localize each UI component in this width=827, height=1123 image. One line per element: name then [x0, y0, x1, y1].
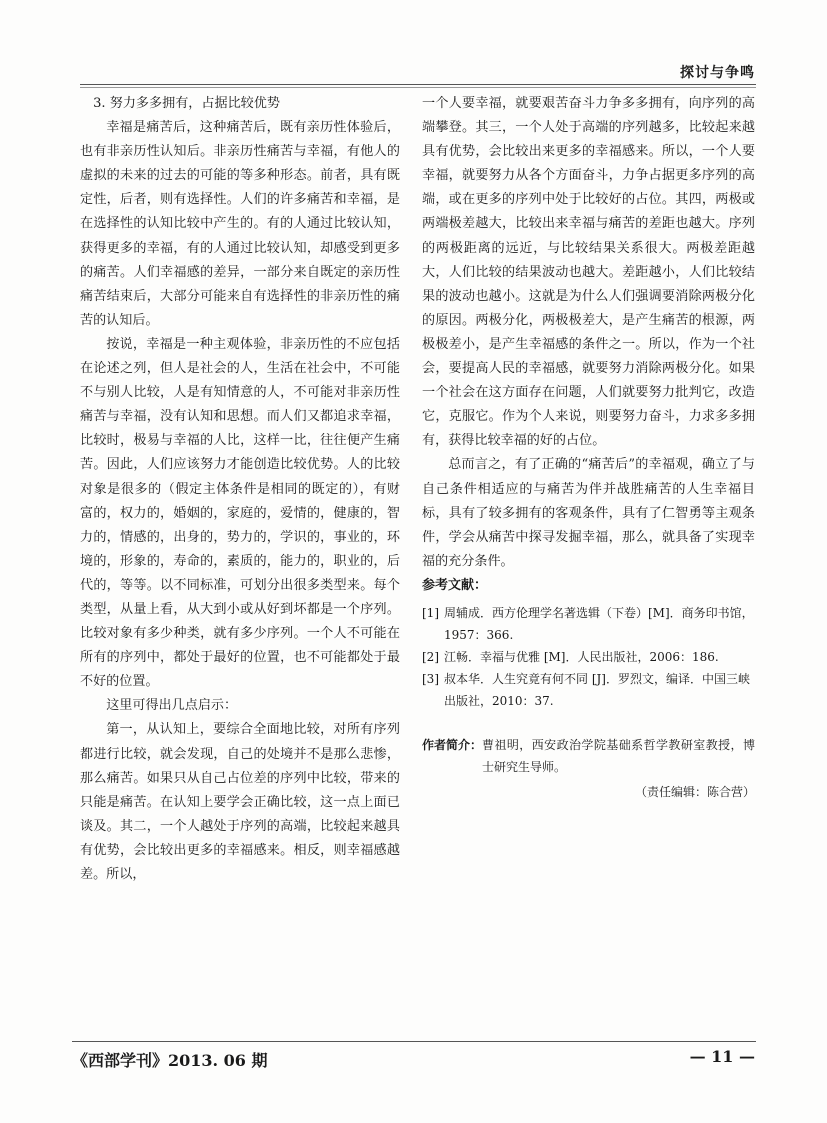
right-column	[422, 92, 755, 804]
reference-number: [3]	[422, 671, 439, 686]
page-number: — 11 —	[689, 1047, 755, 1066]
header-rule	[80, 84, 756, 85]
reference-number: [2]	[422, 649, 439, 664]
reference-item	[422, 602, 755, 646]
reference-item	[422, 668, 755, 712]
journal-name: 《西部学刊》2013. 06 期	[72, 1051, 268, 1070]
paragraph: 一个人要幸福，就要艰苦奋斗力争多多拥有，向序列的高端攀登。其三，一个人处于高端的序列越多，比较起来越具有优势，会比较出来更多的幸福感来。所以，一个人要幸福，就要努力从各个方面奋斗，力争占据更多序列的高端，或在更多的序列中处于比较好的占位。其四，两极或两端极差越大，比较出来幸福与痛苦的差距也越大。序列的两极距离的远近，与比较结果关系很大。两极差距越大，人们比较的结果波动也越大。差距越小，人们比较结果的波动也越小。这就是为什么人们强调要消除两极分化的原因。两极分化，两极极差大，是产生痛苦的根源，两极极差小，是产生幸福感的条件之一。所以，作为一个社会，要提高人民的幸福感，就要努力消除两极分化。如果一个社会在这方面存在问题，人们就要努力批判它，改造它，克服它。作为个人来说，则要努力奋斗，力求多多拥有，获得比较幸福的好的占位。	[422, 96, 755, 449]
references-title: 参考文献：	[422, 577, 488, 593]
reference-text: 叔本华．人生究竟有何不同 [J]．罗烈文，编译．中国三峡出版社，2010：37.	[444, 671, 750, 708]
reference-text: 江畅．幸福与优雅 [M]．人民出版社，2006：186.	[444, 649, 719, 664]
author-text: 曹祖明，西安政治学院基础系哲学教研室教授，博士研究生导师。	[482, 737, 755, 774]
paragraph: 按说，幸福是一种主观体验，非亲历性的不应包括在论述之列，但人是社会的人，生活在社会中，不可能不与别人比较，人是有知情意的人，不可能对非亲历性痛苦与幸福，没有认知和思想。而人们又都追求幸福，比较时，极易与幸福的人比，这样一比，往往便产生痛苦。因此，人们应该努力才能创造比较优势。人的比较对象是很多的（假定主体条件是相同的既定的），有财富的，权力的，婚姻的，家庭的，爱情的，健康的，智力的，情感的，出身的，势力的，学识的，事业的，环境的，形象的，寿命的，素质的，能力的，职业的，后代的，等等。以不同标准，可划分出很多类型来。每个类型，从量上看，从大到小或从好到坏都是一个序列。比较对象有多少种类，就有多少序列。一个人不可能在所有的序列中，都处于最好的位置，也不可能都处于最不好的位置。	[80, 336, 400, 690]
paragraph: 第一，从认知上，要综合全面地比较，对所有序列都进行比较，就会发现，自己的处境并不是那么悲惨，那么痛苦。如果只从自己占位差的序列中比较，带来的只能是痛苦。在认知上要学会正确比较，这一点上面已谈及。其二，一个人越处于序列的高端，比较起来越具有优势，会比较出更多的幸福感来。相反，则幸福感越差。所以，	[80, 722, 400, 882]
paragraph: 幸福是痛苦后，这种痛苦后，既有亲历性体验后，也有非亲历性认知后。非亲历性痛苦与幸福，有他人的虚拟的未来的过去的可能的等多种形态。前者，具有既定性，后者，则有选择性。人们的许多痛苦和幸福，是在选择性的认知比较中产生的。有的人通过比较认知，获得更多的幸福，有的人通过比较认知，却感受到更多的痛苦。人们幸福感的差异，一部分来自既定的亲历性痛苦结束后，大部分可能来自有选择性的非亲历性的痛苦的认知后。	[80, 120, 400, 328]
footer-rule	[72, 1041, 756, 1042]
section-tag: 探讨与争鸣	[680, 65, 755, 81]
reference-number: [1]	[422, 605, 439, 620]
paragraph: 总而言之，有了正确的“痛苦后”的幸福观，确立了与自己条件相适应的与痛苦为伴并战胜痛苦的人生幸福目标，具有了较多拥有的客观条件，具有了仁智勇等主观条件，学会从痛苦中探寻发掘幸福，那么，就具备了实现幸福的充分条件。	[422, 457, 755, 569]
reference-text: 周辅成．西方伦理学名著选辑（下卷）[M]．商务印书馆，1957：366.	[444, 605, 754, 642]
section-heading: 3. 努力多多拥有，占据比较优势	[93, 96, 280, 111]
header-rule-thin	[80, 87, 756, 88]
author-label: 作者简介：	[422, 737, 483, 752]
reference-item	[422, 646, 755, 668]
left-column	[80, 92, 400, 887]
paragraph: 这里可得出几点启示：	[106, 698, 238, 714]
references-list	[422, 602, 755, 712]
author-bio	[422, 734, 755, 778]
editor-note: （责任编辑：陈合营）	[634, 784, 755, 799]
